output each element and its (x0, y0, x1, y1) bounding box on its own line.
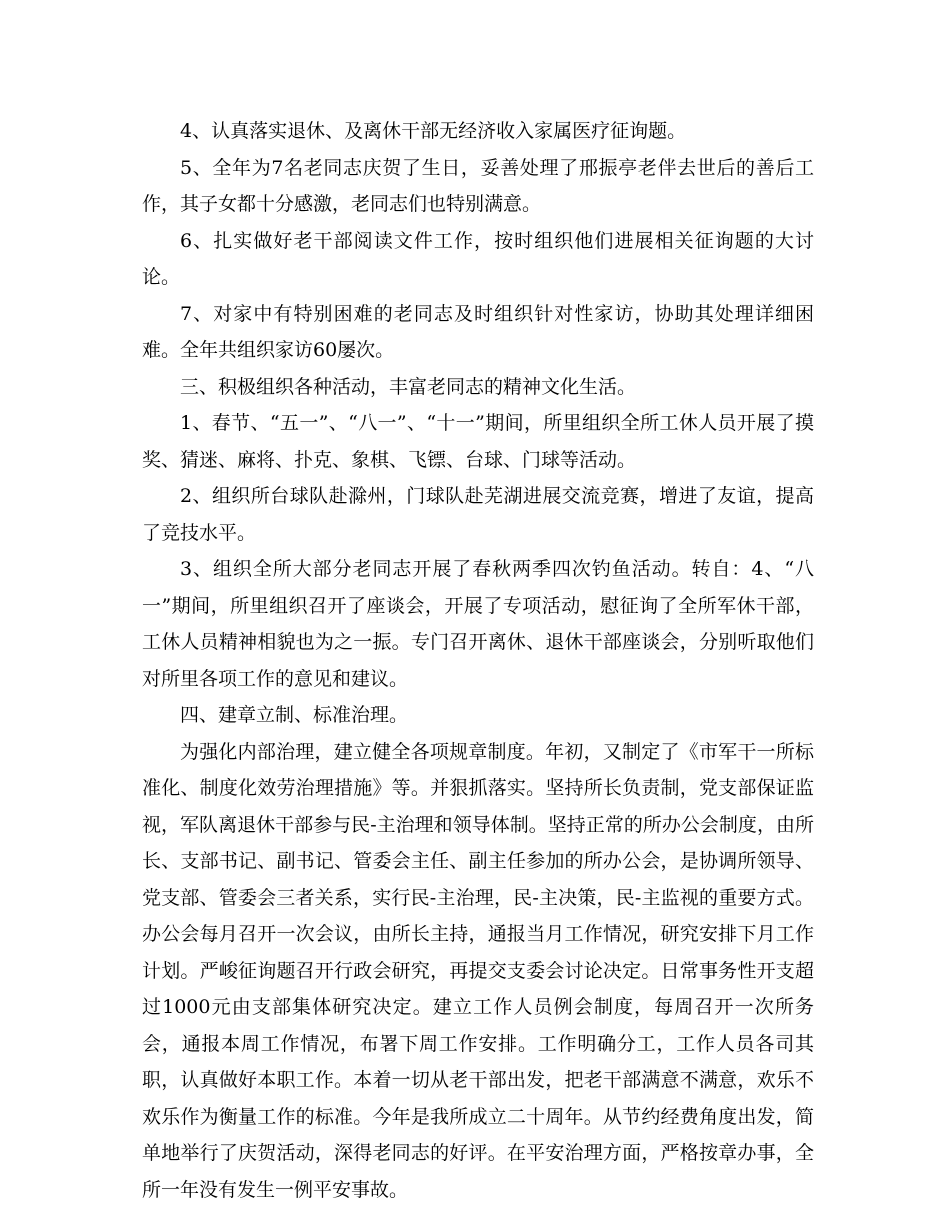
paragraph-6: 2、组织所台球队赴滁州，门球队赴芜湖进展交流竞赛，增进了友谊，提高了竞技水平。 (142, 485, 814, 544)
section-heading-4: 四、建章立制、标准治理。 (180, 704, 409, 726)
paragraph-4: 7、对家中有特别困难的老同志及时组织针对性家访，协助其处理详细困难。全年共组织家访60屡次。 (142, 302, 814, 361)
paragraph-1: 4、认真落实退休、及离休干部无经济收入家属医疗征询题。 (180, 120, 687, 142)
paragraph-2: 5、全年为7名老同志庆贺了生日，妥善处理了邢振亭老伴去世后的善后工作，其子女都十分感激，老同志们也特别满意。 (142, 156, 814, 215)
paragraph-3: 6、扎实做好老干部阅读文件工作，按时组织他们进展相关征询题的大讨论。 (142, 229, 814, 288)
paragraph-5: 1、春节、“五一”、“八一”、“十一”期间，所里组织全所工休人员开展了摸奖、猜迷、麻将、扑克、象棋、飞镖、台球、门球等活动。 (142, 412, 814, 471)
document-body (142, 113, 814, 1208)
paragraph-7: 3、组织全所大部分老同志开展了春秋两季四次钓鱼活动。转自：4、“八一”期间，所里组织召开了座谈会，开展了专项活动，慰征询了全所军休干部，工休人员精神相貌也为之一振。专门召开离休、退休干部座谈会，分别听取他们对所里各项工作的意见和建议。 (142, 558, 814, 690)
section-heading-3: 三、积极组织各种活动，丰富老同志的精神文化生活。 (180, 375, 637, 398)
paragraph-8: 为强化内部治理，建立健全各项规章制度。年初，又制定了《市军干一所标准化、制度化效劳治理措施》等。并狠抓落实。坚持所长负责制，党支部保证监视，军队离退休干部参与民-主治理和领导体制。坚持正常的所办公会制度，由所长、支部书记、副书记、管委会主任、副主任参加的所办公会，是协调所领导、党支部、管委会三者关系，实行民-主治理，民-主决策，民-主监视的重要方式。办公会每月召开一次会议，由所长主持，通报当月工作情况，研究安排下月工作计划。严峻征询题召开行政会研究，再提交支委会讨论决定。日常事务性开支超过1000元由支部集体研究决定。建立工作人员例会制度，每周召开一次所务会，通报本周工作情况，布署下周工作安排。工作明确分工，工作人员各司其职，认真做好本职工作。本着一切从老干部出发，把老干部满意不满意，欢乐不欢乐作为衡量工作的标准。今年是我所成立二十周年。从节约经费角度出发，简单地举行了庆贺活动，深得老同志的好评。在平安治理方面，严格按章办事，全所一年没有发生一例平安事故。 (142, 740, 814, 1201)
